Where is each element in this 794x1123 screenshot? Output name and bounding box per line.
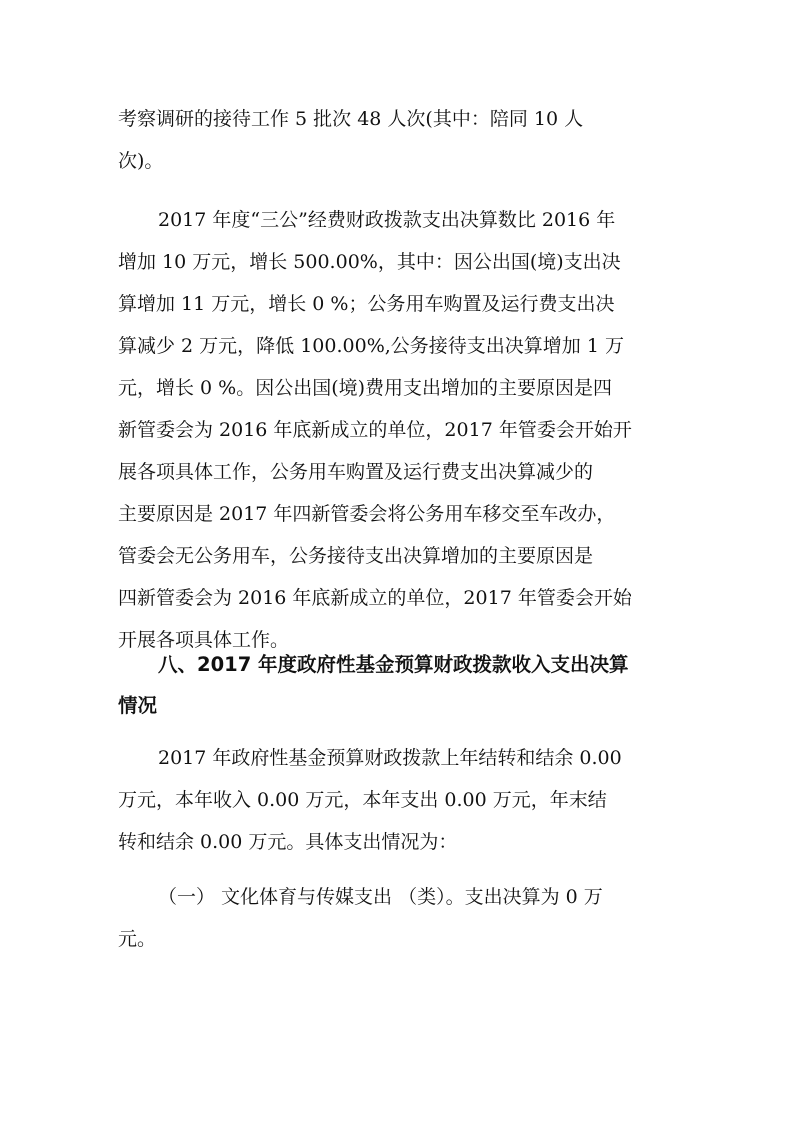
paragraph-4-line-2: 元。 [118,928,157,950]
section-heading-line-1: 八、2017 年度政府性基金预算财政拨款收入支出决算 [158,653,629,676]
paragraph-1-line-2: 次)。 [118,150,164,172]
paragraph-2-line-3: 算增加 11 万元，增长 0 %；公务用车购置及运行费支出决 [118,293,615,315]
paragraph-3-line-3: 转和结余 0.00 万元。具体支出情况为： [118,831,458,853]
paragraph-2-line-1: 2017 年度“三公”经费财政拨款支出决算数比 2016 年 [158,209,616,231]
paragraph-2-line-10: 四新管委会为 2016 年底新成立的单位，2017 年管委会开始 [118,587,632,609]
paragraph-3-line-2: 万元，本年收入 0.00 万元，本年支出 0.00 万元，年末结 [118,789,607,811]
paragraph-4-line-1: （一） 文化体育与传媒支出 （类）。支出决算为 0 万 [158,886,603,908]
paragraph-3-line-1: 2017 年政府性基金预算财政拨款上年结转和结余 0.00 [158,747,622,769]
paragraph-1-line-1: 考察调研的接待工作 5 批次 48 人次(其中：陪同 10 人 [118,108,584,130]
paragraph-2-line-2: 增加 10 万元，增长 500.00%，其中：因公出国(境)支出决 [118,251,621,273]
paragraph-2-line-4: 算减少 2 万元，降低 100.00%,公务接待支出决算增加 1 万 [118,335,624,357]
paragraph-2-line-5: 元，增长 0 %。因公出国(境)费用支出增加的主要原因是四 [118,377,613,399]
paragraph-2-line-11: 开展各项具体工作。 [118,629,290,651]
paragraph-2-line-9: 管委会无公务用车，公务接待支出决算增加的主要原因是 [118,545,594,567]
paragraph-2-line-6: 新管委会为 2016 年底新成立的单位，2017 年管委会开始开 [118,419,632,441]
paragraph-2-line-7: 展各项具体工作，公务用车购置及运行费支出决算减少的 [118,461,594,483]
paragraph-2-line-8: 主要原因是 2017 年四新管委会将公务用车移交至车改办， [118,503,616,525]
section-heading-line-2: 情况 [118,694,158,717]
